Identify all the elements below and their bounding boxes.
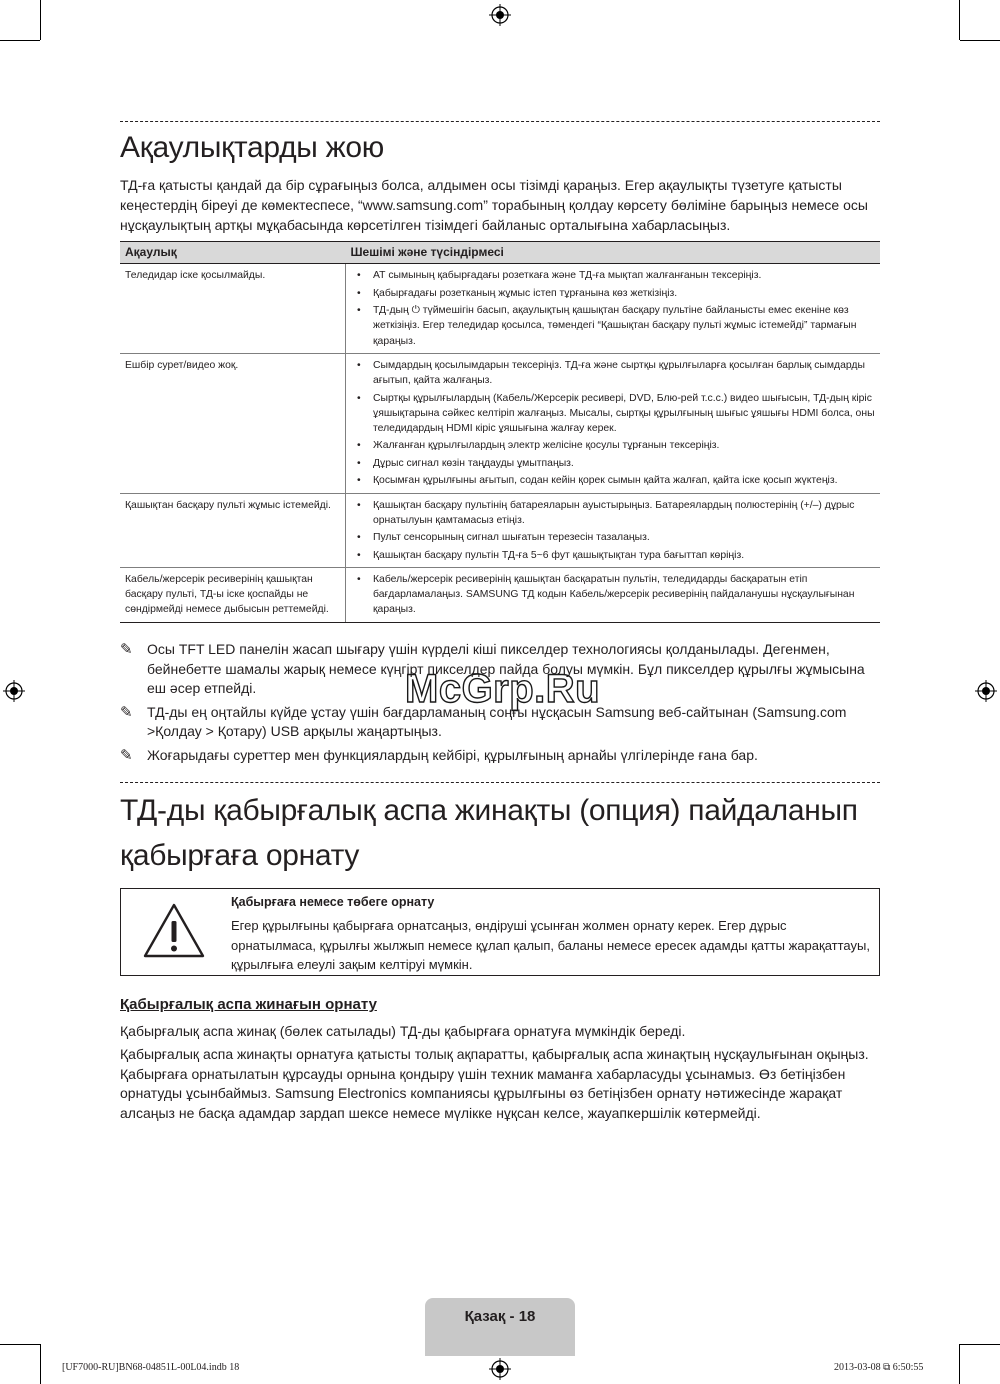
solution-item: • Қашықтан басқару пультінің батареяларын ауыстырыңыз. Батареялардың полюстерінің (+/–) дұрыс орнатылуын қамтамасыз етіңіз. [351, 498, 875, 528]
crop-mark [960, 1344, 1000, 1345]
note-text: Жоғарыдағы суреттер мен функциялардың кейбірі, құрылғының арнайы үлгілерінде ғана бар. [147, 746, 758, 763]
section-title-wall-mount: ТД-ды қабырғалық аспа жинақты (опция) пайдаланып қабырғаға орнату [120, 794, 858, 872]
crop-mark [0, 40, 40, 41]
pencil-note-icon: ✎ [120, 641, 133, 658]
solution-cell [346, 264, 881, 354]
problem-cell: Ешбір сурет/видео жоқ. [120, 353, 346, 493]
troubleshooting-table [120, 241, 880, 623]
footer-timestamp: 2013-03-08 ⧉ 6:50:55 [834, 1362, 924, 1373]
intro-paragraph: ТД-ға қатысты қандай да бір сұрағыңыз болса, алдымен осы тізімді қараңыз. Егер ақаулықты түзетуге қатысты кеңестердің біреуі де көмектеспесе, “www.samsung.com” торабының қолдау көрсету бөліміне барыңыз немесе осы нұсқаулықтың артқы мұқабасында көрсетілген тізімдегі байланыс орталығына хабарласыңыз. [120, 177, 868, 233]
solution-item: • Қабырғадағы розетканың жұмыс істеп тұрғанына көз жеткізіңіз. [351, 286, 875, 301]
warning-triangle-icon [141, 901, 207, 961]
crop-mark [40, 0, 41, 40]
watermark: McGrp.Ru [405, 667, 601, 711]
column-header-solution: Шешімі және түсіндірмесі [346, 242, 881, 264]
table-row [120, 264, 880, 354]
solution-item: • Қашықтан басқару пультін ТД-ға 5~6 фут қашықтықтан тура бағыттап көріңіз. [351, 548, 875, 563]
solution-list [351, 572, 875, 618]
crop-mark [960, 40, 1000, 41]
problem-cell: Теледидар іске қосылмайды. [120, 264, 346, 354]
solution-item: • Сыртқы құрылғылардың (Кабель/Жерсерік ресивері, DVD, Блю-рей т.с.с.) видео шығысын, ТД-дың кіріс ұяшықтарына сәйкес келтіріп жалғаңыз. Мысалы, сыртқы құрылғының шығыс ұяшығы HDMI болса, оны теледидардың HDMI кіріс ұяшығына жалғау керек. [351, 391, 875, 437]
caution-box [120, 888, 880, 976]
solution-item: • Жалғанған құрылғылардың электр желісіне қосулы тұрғанын тексеріңіз. [351, 438, 875, 453]
page-number-tab: Қазақ - 18 [425, 1298, 575, 1356]
pencil-note-icon: ✎ [120, 703, 133, 721]
problem-cell: Кабель/жерсерік ресиверінің қашықтан басқару пульті, ТД-ы іске қоспайды не сөндірмейді немесе дыбысын реттемейді. [120, 568, 346, 623]
solution-item: • АТ сымының қабырғадағы розеткаға және ТД-ға мықтап жалғанғанын тексеріңіз. [351, 268, 875, 283]
caution-text: Егер құрылғыны қабырғаға орнатсаңыз, өндіруші ұсынған жолмен орнату керек. Егер дұрыс орнатылмаса, құрылғы жылжып немесе құлап қалып, баланы немесе ересек адамды қатты жарақаттауы, құрылғыға елеулі зақым келтіруі мүмкін. [231, 918, 870, 972]
solution-item: • Қосымған құрылғыны ағытып, содан кейін қорек сымын қайта жалғап, қайта іске қосып жүктеңіз. [351, 473, 875, 488]
table-header-row [120, 242, 880, 264]
crop-mark [959, 0, 960, 40]
table-row [120, 493, 880, 567]
solution-list [351, 358, 875, 489]
registration-mark-icon [3, 680, 25, 702]
note-text: ТД-ды ең оңтайлы күйде ұстау үшін бағдарламаның соңғы нұсқасын Samsung веб-сайтынан (Samsung.com >Қолдау > Қотару) USB арқылы жаңартыңыз. [147, 703, 847, 740]
registration-mark-icon [975, 680, 997, 702]
column-header-problem: Ақаулық [120, 242, 346, 264]
solution-item: • Сымдардың қосылымдарын тексеріңіз. ТД-ға және сыртқы құрылғыларға қосылған барлық сымдарды ағытып, қайта жалғаңыз. [351, 358, 875, 388]
note-item [120, 746, 880, 766]
section-divider [120, 782, 880, 783]
solution-cell [346, 353, 881, 493]
solution-cell [346, 493, 881, 567]
solution-item: • ТД-дың ⏻ түймешігін басып, ақаулықтың қашықтан басқару пультіне байланысты емес екеніне көз жеткізіңіз. Егер теледидар қосылса, төмендегі “Қашықтан басқару пульті жұмыс істемейді” тармағын қараңыз. [351, 303, 875, 349]
crop-mark [959, 1344, 960, 1384]
solution-item: • Пульт сенсорының сигнал шығатын терезесін тазалаңыз. [351, 530, 875, 545]
registration-mark-icon [489, 1358, 511, 1380]
solution-item: • Дұрыс сигнал көзін таңдауды ұмытпаңыз. [351, 456, 875, 471]
caution-title: Қабырғаға немесе төбеге орнату [231, 895, 435, 909]
pencil-note-icon: ✎ [120, 746, 133, 764]
paragraph: Қабырғалық аспа жинақты орнатуға қатысты толық ақпаратты, қабырғалық аспа жинақтың нұсқаулығынан оқыңыз. Қабырғаға орнатылатын құрсауды орнына қондыру үшін техник маманға хабарласуды ұсынамыз. Өз бетіңізбен орнатуды ұсынбаймыз. Samsung Electronics компаниясы құрылғыны өз бетіңізбен орнату нәтижесінде жарақат алсаңыз не басқа адамдар зардап шексе немесе мүлікке нұқсан келсе, жауапкершілік көтермейді. [120, 1046, 869, 1121]
subheading-wall-mount-kit: Қабырғалық аспа жинағын орнату [120, 996, 377, 1013]
section-divider [120, 121, 880, 122]
table-row [120, 353, 880, 493]
crop-mark [0, 1344, 40, 1345]
solution-item: • Кабель/жерсерік ресиверінің қашықтан басқаратын пультін, теледидарды басқаратын етіп бағдарламалаңыз. SAMSUNG ТД кодын Кабель/жерсерік ресиверінің пайдаланушы нұсқаулығынан қараңыз. [351, 572, 875, 618]
section-title-troubleshooting: Ақаулықтарды жою [120, 131, 384, 164]
note-text: Осы TFT LED панелін жасап шығару үшін күрделі кіші пикселдер технологиясы қолданылады. Дегенмен, бейнебетте шамалы жарық немесе күңгірт пикселдер пайда болуы мүмкін. Бұл пикселдер құрылғы жұмысына еш әсер етпейді. [147, 641, 865, 697]
solution-list [351, 268, 875, 349]
footer-file-info: [UF7000-RU]BN68-04851L-00L04.indb 18 [62, 1362, 240, 1373]
paragraph: Қабырғалық аспа жинақ (бөлек сатылады) ТД-ды қабырғаға орнатуға мүмкіндік береді. [120, 1023, 686, 1039]
solution-list [351, 498, 875, 563]
crop-mark [40, 1344, 41, 1384]
table-row [120, 568, 880, 623]
registration-mark-icon [489, 4, 511, 26]
problem-cell: Қашықтан басқару пульті жұмыс істемейді. [120, 493, 346, 567]
solution-cell [346, 568, 881, 623]
